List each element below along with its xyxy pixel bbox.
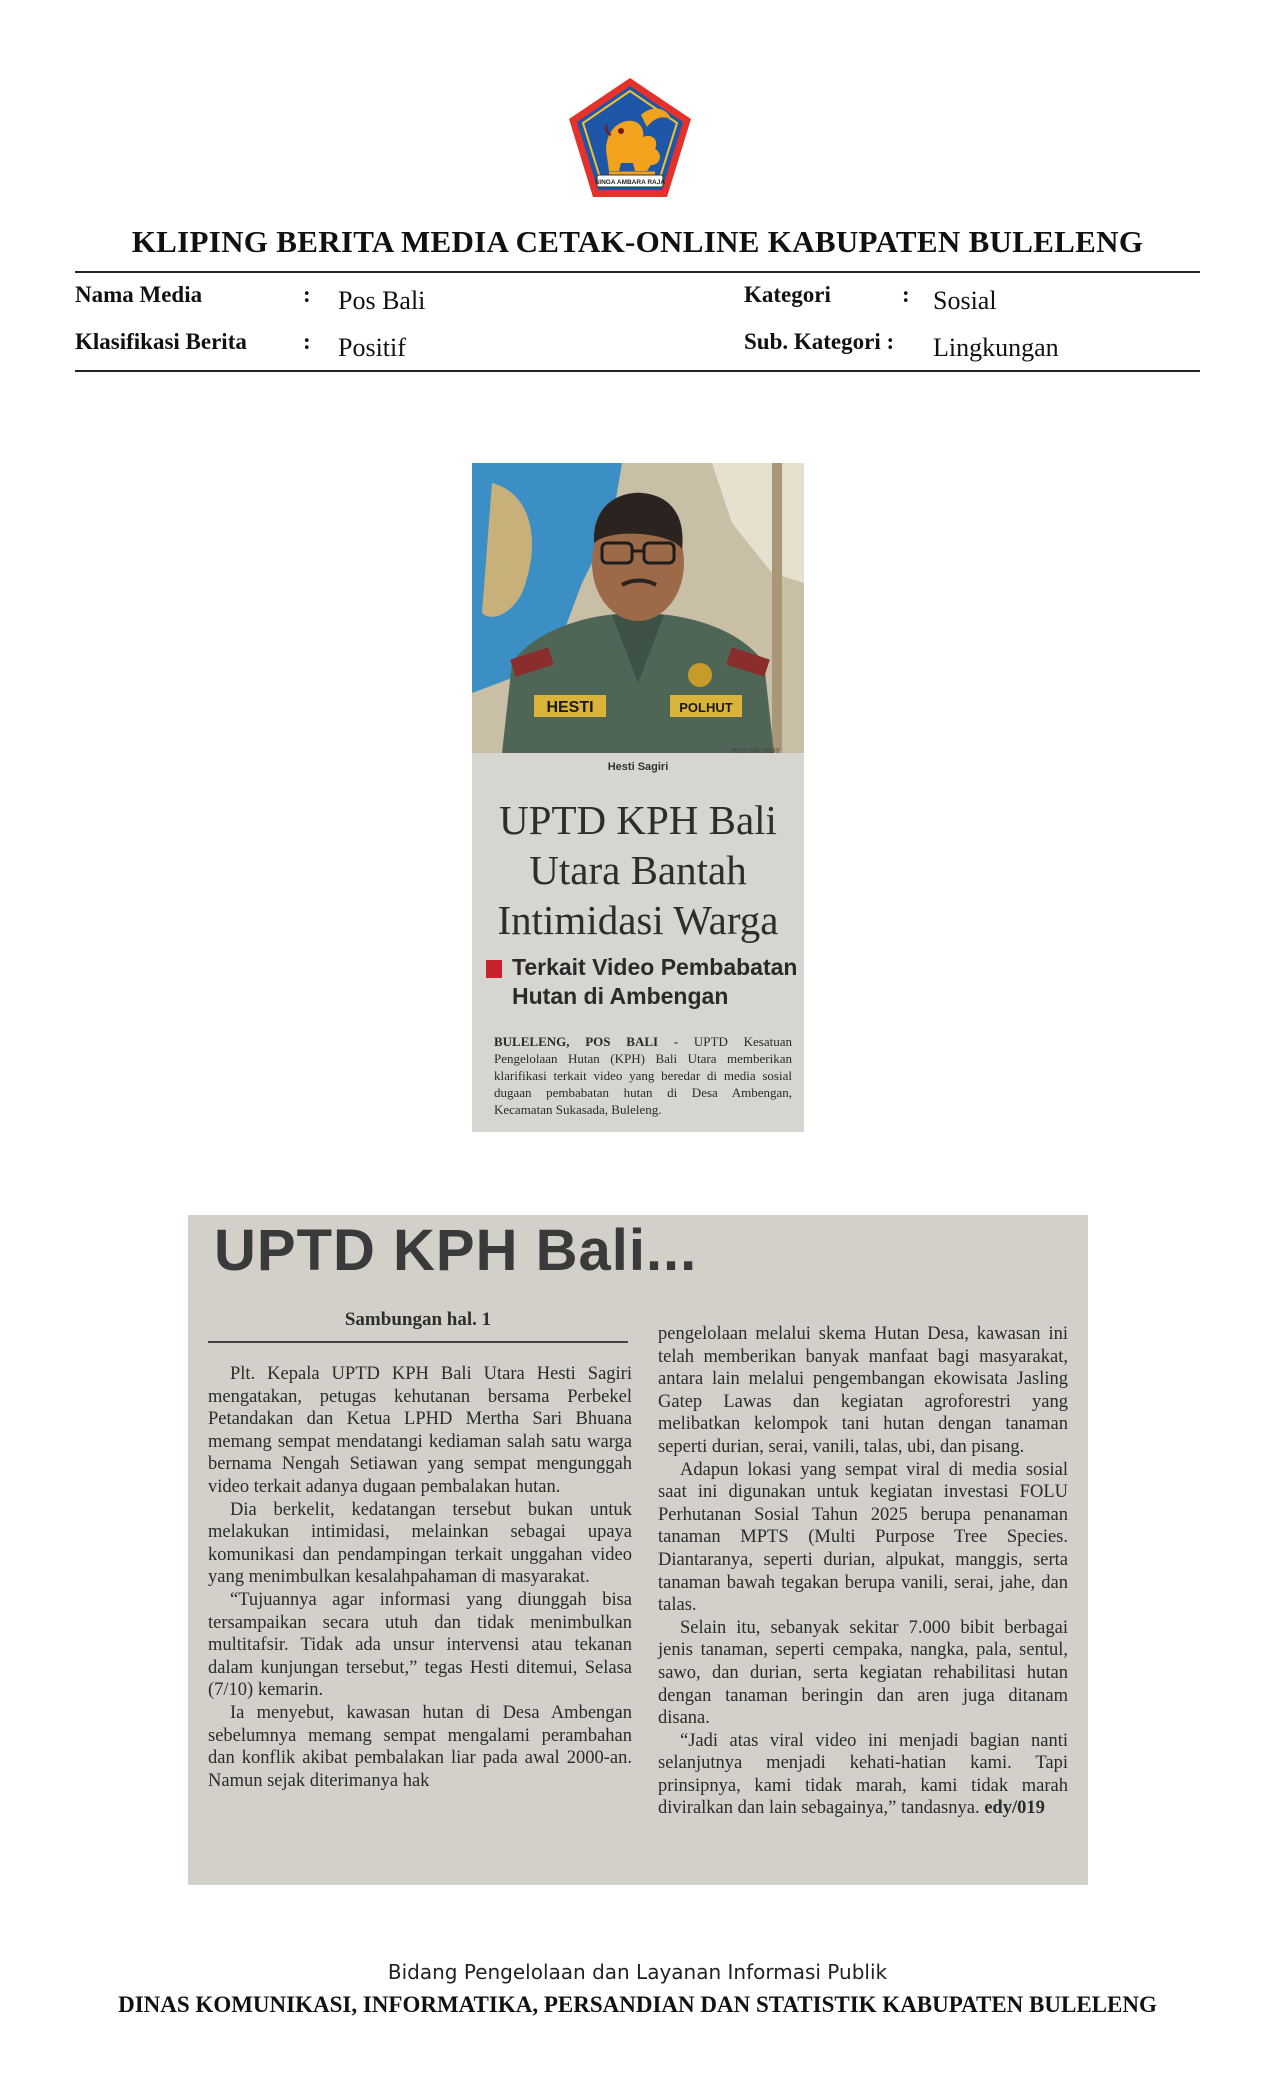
news-classification-label: Klasifikasi Berita [75, 329, 247, 354]
unit-tag: POLHUT [679, 700, 733, 715]
front-headline-line: Intimidasi Warga [497, 897, 779, 943]
subheadline-marker [486, 960, 502, 978]
category-value: Sosial [933, 286, 997, 315]
media-name-label: Nama Media [75, 282, 203, 307]
dateline: BULELENG, POS BALI - [494, 1034, 679, 1049]
paragraph: “Tujuannya agar informasi yang diunggah bisa tersampaikan secara utuh dan tidak menimbulkan multitafsir. Tidak ada unsur intervensi atau tekanan dalam kunjungan tersebut,” tegas Hesti ditemui, Selasa (7/10) kemarin. [208, 1589, 632, 1701]
front-headline-line: Utara Bantah [529, 847, 747, 893]
media-name-colon: : [303, 282, 311, 307]
front-headline-line: UPTD KPH Bali [499, 797, 777, 843]
article-column-left [208, 1363, 632, 1792]
article-column-right [658, 1323, 1068, 1820]
continued-from-label: Sambungan hal. 1 [344, 1309, 492, 1330]
media-name-value: Pos Bali [338, 286, 426, 315]
paragraph: Selain itu, sebanyak sekitar 7.000 bibit berbagai jenis tanaman, seperti cempaka, nangka, pala, sentul, sawo, dan durian, serta kegiatan rehabilitasi hutan dengan tanaman beringin dan aren juga ditanam disana. [658, 1617, 1068, 1729]
officer-photo [472, 463, 804, 753]
continuation-headline: UPTD KPH Bali... [214, 1218, 698, 1283]
front-headline [472, 795, 804, 945]
front-subheadline-line: Hutan di Ambengan [512, 983, 729, 1009]
category-label: Kategori [744, 282, 831, 307]
paragraph [658, 1730, 1068, 1820]
closing-quote: “Jadi atas viral video ini menjadi bagian nanti selanjutnya menjadi kehati-hatian kami. Tapi prinsipnya, kami tidak marah, kami tidak marah diviralkan dan lain sebagainya,” tandasnya. [658, 1730, 1068, 1819]
lead-text: UPTD Kesatuan Pengelolaan Hutan (KPH) Bali Utara memberikan klarifikasi terkait video yang beredar di media sosial dugaan pembabatan hutan di Desa Ambengan, Kecamatan Sukasada, Buleleng. [494, 1034, 792, 1117]
paragraph: Adapun lokasi yang sempat viral di media sosial saat ini digunakan untuk kegiatan investasi FOLU Perhutanan Sosial Tahun 2025 berupa penanaman tanaman MPTS (Multi Purpose Tree Species. Diantaranya, seperti durian, alpukat, manggis, serta tanaman bawah tegakan berupa vanili, serai, jahe, dan talas. [658, 1459, 1068, 1616]
front-subheadline [512, 953, 802, 1011]
subcategory-label: Sub. Kategori : [744, 329, 895, 354]
footer-unit: Bidang Pengelolaan dan Layanan Informasi Publik [387, 1960, 888, 1984]
header-divider-top [75, 271, 1200, 273]
page-title: KLIPING BERITA MEDIA CETAK-ONLINE KABUPATEN BULELENG [131, 224, 1144, 259]
header-divider-bottom [75, 370, 1200, 372]
footer-agency: DINAS KOMUNIKASI, INFORMATIKA, PERSANDIAN DAN STATISTIK KABUPATEN BULELENG [118, 1992, 1157, 2017]
buleleng-regency-logo [563, 75, 697, 201]
continuation-clipping [188, 1215, 1088, 1885]
front-lead-paragraph [494, 1033, 792, 1118]
photo-caption: Hesti Sagiri [607, 761, 669, 773]
news-classification-value: Positif [338, 333, 406, 362]
front-subheadline-line: Terkait Video Pembabatan [512, 954, 798, 980]
author-signature: edy/019 [984, 1798, 1045, 1819]
column-rule [208, 1341, 628, 1343]
front-page-clipping [472, 463, 804, 1132]
paragraph: Dia berkelit, kedatangan tersebut bukan untuk melakukan intimidasi, melainkan sebagai upaya komunikasi dan pendampingan terkait unggahan video yang menimbulkan kesalahpahaman di masyarakat. [208, 1499, 632, 1588]
paragraph: pengelolaan melalui skema Hutan Desa, kawasan ini telah memberikan banyak manfaat bagi masyarakat, antara lain melalui pengembangan ekowisata Jasling Gatep Lawas dan kegiatan agroforestri yang melibatkan kelompok tani hutan dengan tanaman seperti durian, serai, vanili, talas, ubi, dan pisang. [658, 1324, 1068, 1457]
paragraph: Plt. Kepala UPTD KPH Bali Utara Hesti Sagiri mengatakan, petugas kehutanan bersama Perbekel Petandakan dan Ketua LPHD Mertha Sari Bhuana memang sempat mendatangi kediaman salah satu warga bernama Nengah Setiawan yang sempat mengunggah video terkait adanya dugaan pembalakan hutan. [208, 1364, 632, 1497]
logo-motto: SINGA AMBARA RAJA [594, 179, 666, 186]
subcategory-value: Lingkungan [933, 333, 1059, 362]
news-classification-colon: : [303, 329, 311, 354]
paragraph: Ia menyebut, kawasan hutan di Desa Ambengan sebelumnya memang sempat mengalami perambahan dan konflik akibat pembalakan liar pada awal 2000-an. Namun sejak diterimanya hak [208, 1702, 632, 1791]
name-tag: HESTI [546, 699, 594, 716]
photo-credit: POS BALI/EDY [731, 748, 780, 755]
category-colon: : [902, 282, 910, 307]
